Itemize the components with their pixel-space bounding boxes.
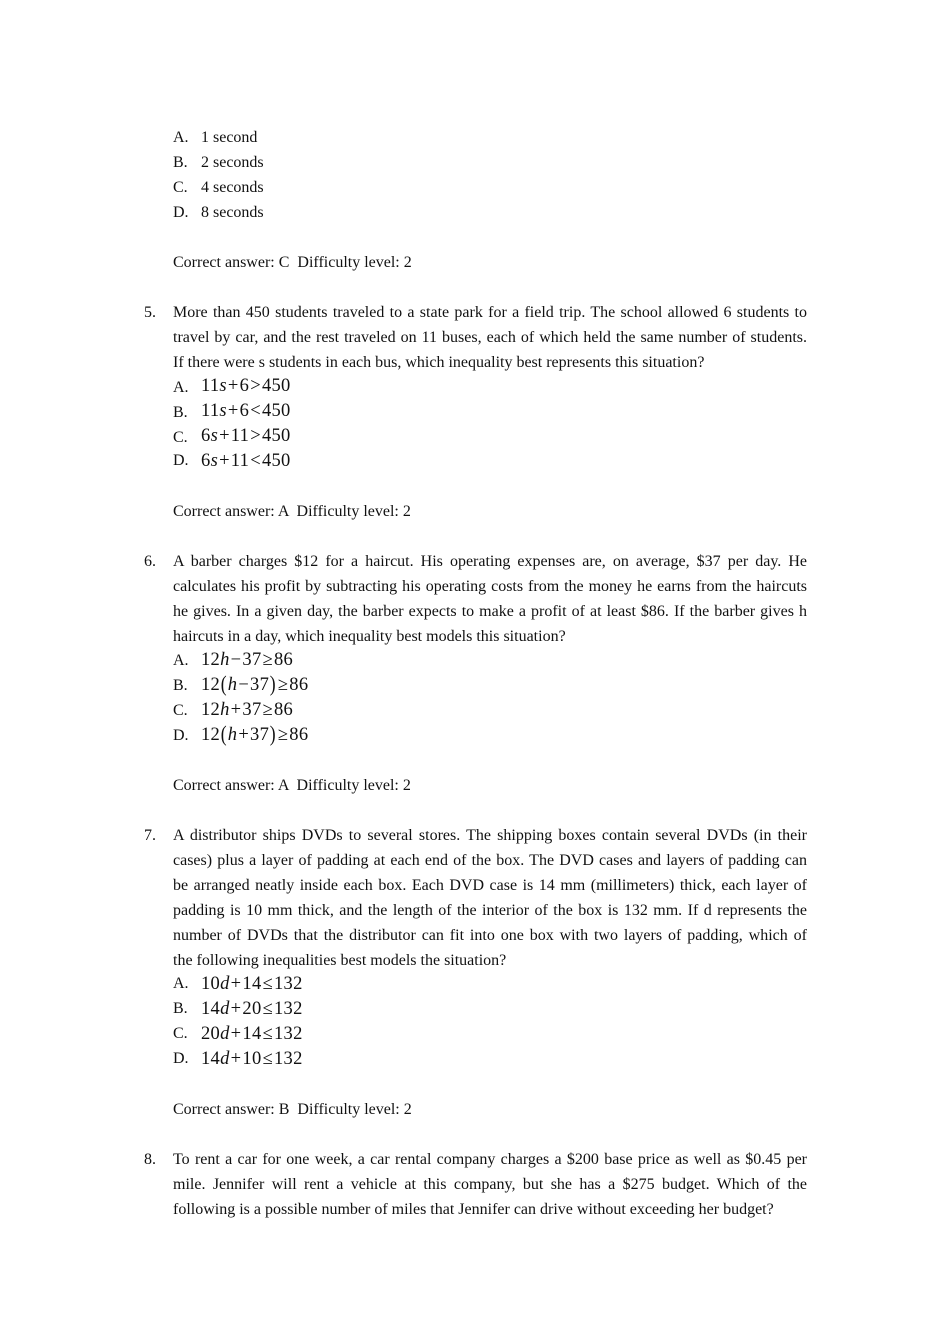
choice-equation: 11s+6>450 xyxy=(201,376,291,396)
choice-equation: 12(h+37)≥86 xyxy=(201,721,309,746)
choice-text: 4 seconds xyxy=(201,179,264,196)
choice-letter: D. xyxy=(173,204,189,221)
choice-letter: B. xyxy=(173,404,188,421)
choice-equation: 6s+11<450 xyxy=(201,451,291,471)
choice-letter: C. xyxy=(173,179,188,196)
question-number: 6. xyxy=(144,553,156,570)
question-text-line: mile. Jennifer will rent a vehicle at this company, but she has a $275 budget. Which of the xyxy=(173,1176,807,1193)
question-text-line: To rent a car for one week, a car rental company charges a $200 base price as well as $0.45 per xyxy=(173,1151,807,1168)
question-number: 5. xyxy=(144,304,156,321)
choice-equation: 11s+6<450 xyxy=(201,401,291,421)
choice-equation: 20d+14≤132 xyxy=(201,1024,303,1044)
answer-line: Correct answer: C Difficulty level: 2 xyxy=(173,254,412,271)
choice-equation: 14d+10≤132 xyxy=(201,1049,303,1069)
choice-letter: D. xyxy=(173,452,189,469)
question-text-line: be arranged neatly inside each box. Each DVD case is 14 mm (millimeters) thick, each layer of xyxy=(173,877,807,894)
choice-text: 2 seconds xyxy=(201,154,264,171)
choice-letter: C. xyxy=(173,702,188,719)
question-text-line: padding is 10 mm thick, and the length of the interior of the box is 132 mm. If d represents the xyxy=(173,902,807,919)
choice-equation: 14d+20≤132 xyxy=(201,999,303,1019)
choice-letter: A. xyxy=(173,379,189,396)
choice-equation: 12h−37≥86 xyxy=(201,650,294,670)
choice-text: 8 seconds xyxy=(201,204,264,221)
question-text-line: haircuts in a day, which inequality best models this situation? xyxy=(173,628,566,645)
choice-text: 1 second xyxy=(201,129,258,146)
choice-letter: C. xyxy=(173,429,188,446)
question-number: 7. xyxy=(144,827,156,844)
question-text-line: More than 450 students traveled to a state park for a field trip. The school allowed 6 students to xyxy=(173,304,807,321)
question-number: 8. xyxy=(144,1151,156,1168)
choice-letter: D. xyxy=(173,727,189,744)
question-text-line: he gives. In a given day, the barber expects to make a profit of at least $86. If the barber gives h xyxy=(173,603,807,620)
choice-letter: A. xyxy=(173,652,189,669)
question-text-line: A barber charges $12 for a haircut. His operating expenses are, on average, $37 per day. He xyxy=(173,553,807,570)
question-text-line: the following inequalities best models the situation? xyxy=(173,952,507,969)
question-text-line: If there were s students in each bus, which inequality best represents this situation? xyxy=(173,354,705,371)
choice-letter: B. xyxy=(173,154,188,171)
choice-letter: D. xyxy=(173,1050,189,1067)
choice-letter: A. xyxy=(173,129,189,146)
answer-line: Correct answer: A Difficulty level: 2 xyxy=(173,777,411,794)
choice-letter: B. xyxy=(173,1000,188,1017)
choice-equation: 12h+37≥86 xyxy=(201,700,294,720)
answer-line: Correct answer: B Difficulty level: 2 xyxy=(173,1101,412,1118)
question-text-line: calculates his profit by subtracting his operating costs from the money he earns from the haircuts xyxy=(173,578,807,595)
answer-line: Correct answer: A Difficulty level: 2 xyxy=(173,503,411,520)
choice-letter: A. xyxy=(173,975,189,992)
question-text-line: number of DVDs that the distributor can fit into one box with two layers of padding, which of xyxy=(173,927,807,944)
question-text-line: cases) plus a layer of padding at each end of the box. The DVD cases and layers of padding can xyxy=(173,852,807,869)
choice-letter: B. xyxy=(173,677,188,694)
choice-letter: C. xyxy=(173,1025,188,1042)
question-text-line: travel by car, and the rest traveled on 11 buses, each of which held the same number of students. xyxy=(173,329,807,346)
choice-equation: 10d+14≤132 xyxy=(201,974,303,994)
question-text-line: following is a possible number of miles that Jennifer can drive without exceeding her budget? xyxy=(173,1201,774,1218)
question-text-line: A distributor ships DVDs to several stores. The shipping boxes contain several DVDs (in their xyxy=(173,827,807,844)
choice-equation: 6s+11>450 xyxy=(201,426,291,446)
choice-equation: 12(h−37)≥86 xyxy=(201,671,309,696)
